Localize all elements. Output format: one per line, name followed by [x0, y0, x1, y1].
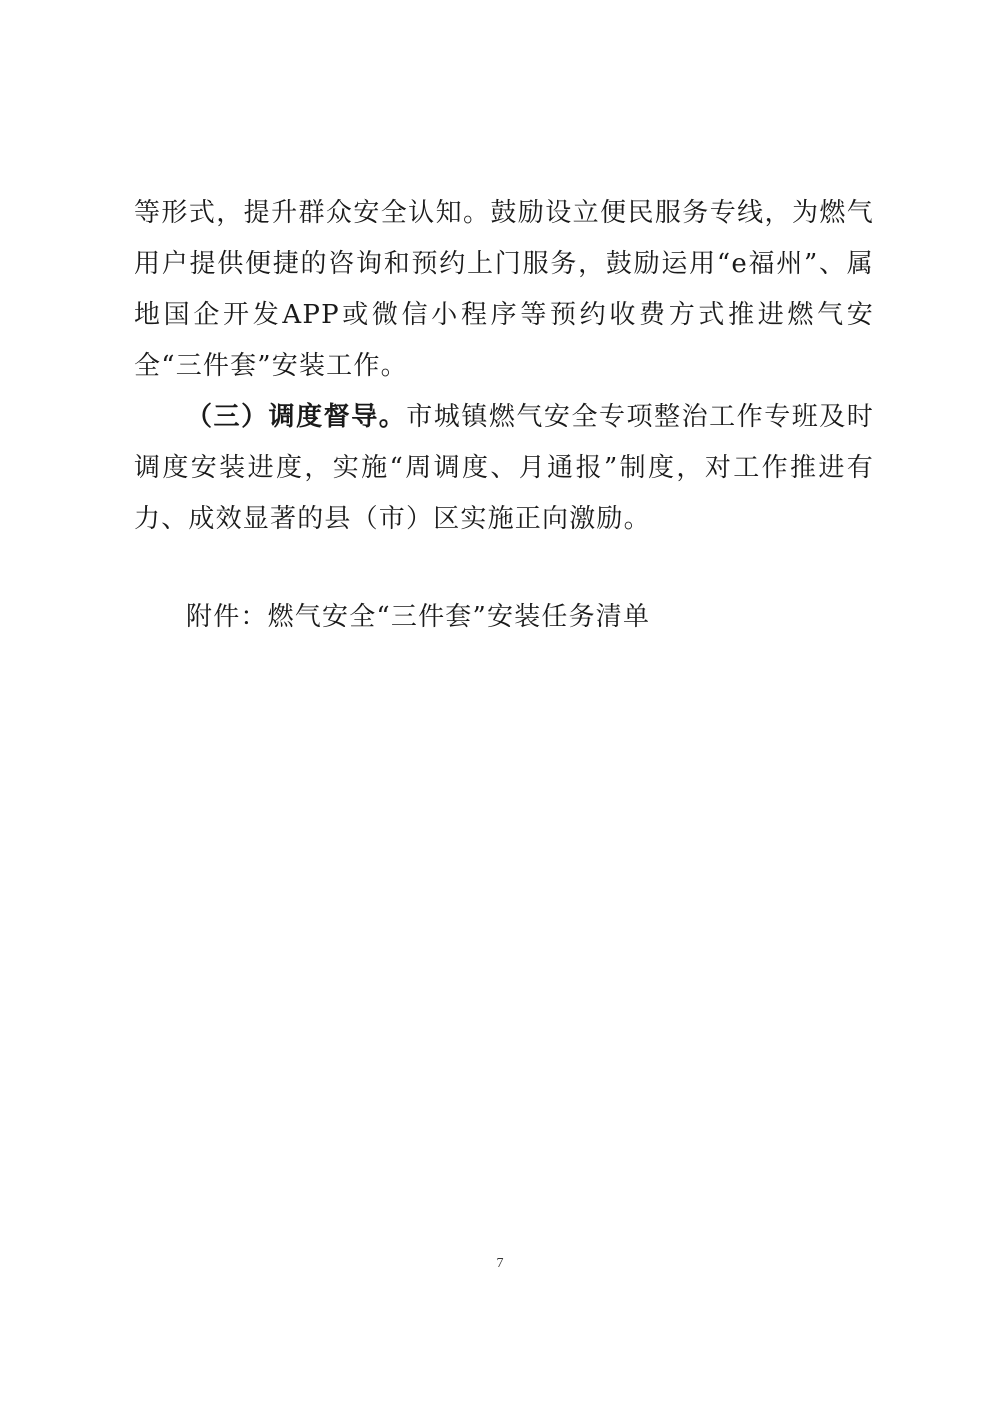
section-heading: （三）调度督导。 [186, 402, 407, 432]
body-text [134, 188, 874, 545]
paragraph-continued [134, 188, 874, 392]
paragraph-text: 等形式，提升群众安全认知。鼓励设立便民服务专线，为燃气用户提供便捷的咨询和预约上门服务，鼓励运用“e福州”、属地国企开发APP或微信小程序等预约收费方式推进燃气安全“三件套”安装工作。 [134, 198, 874, 381]
paragraph-dispatch-supervision [134, 392, 874, 545]
page-number: 7 [496, 1256, 504, 1271]
attachment-line: 附件：燃气安全“三件套”安装任务清单 [186, 602, 651, 632]
paragraph-text: 市城镇燃气安全专项整治工作专班及时调度安装进度，实施“周调度、月通报”制度，对工作推进有力、成效显著的县（市）区实施正向激励。 [134, 402, 874, 534]
